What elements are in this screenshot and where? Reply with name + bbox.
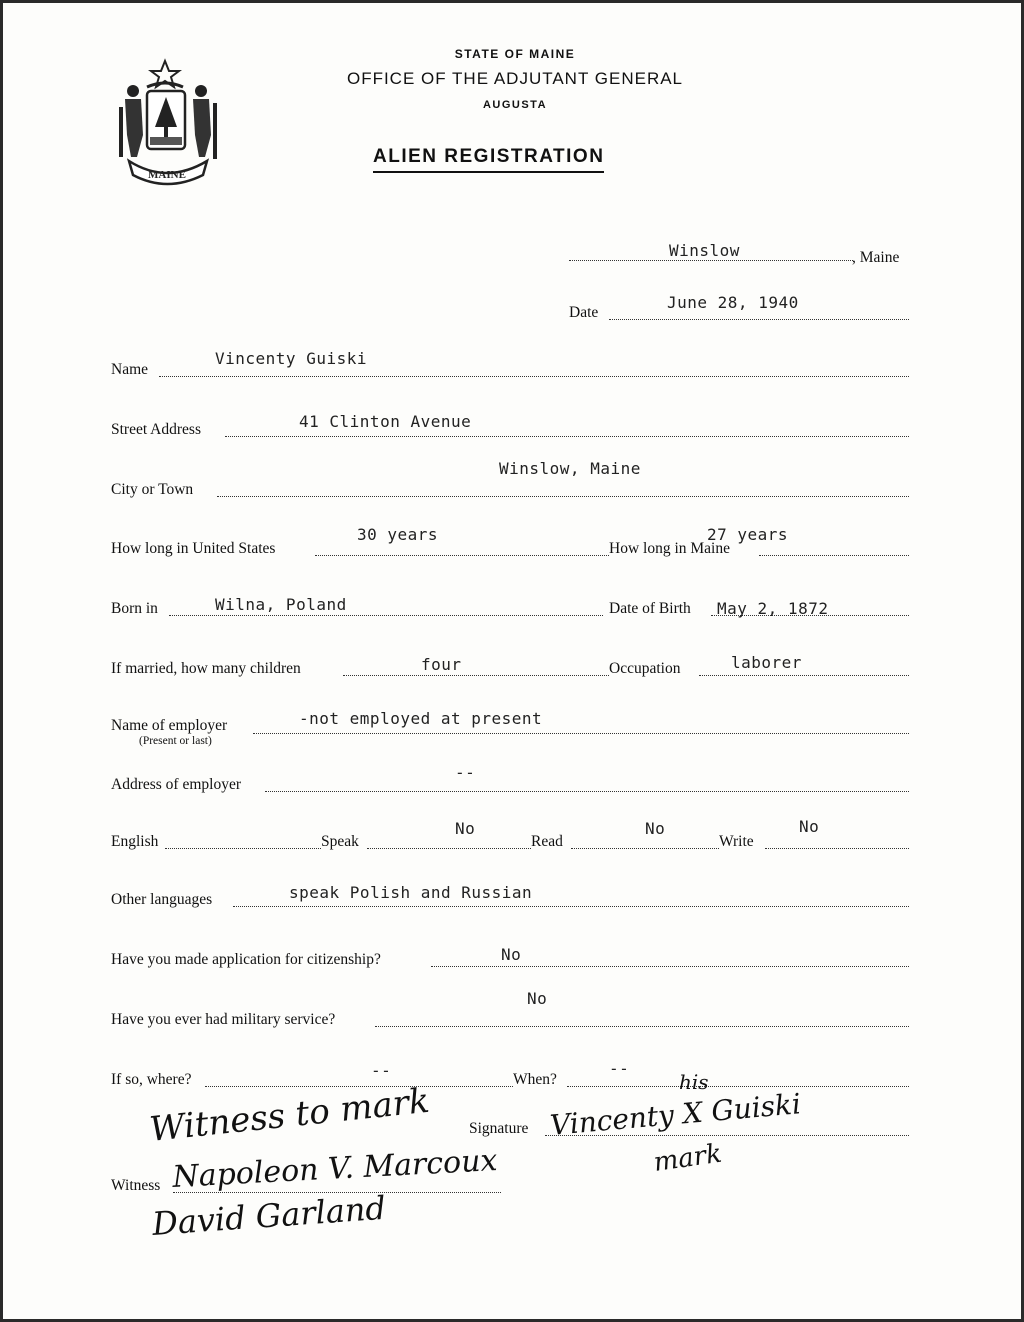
read-label: Read [531, 833, 563, 850]
signature-mark-handwriting: mark [651, 1138, 724, 1178]
speak-label: Speak [321, 833, 359, 850]
date-value[interactable]: June 28, 1940 [667, 293, 799, 312]
street-line [225, 436, 909, 437]
speak-value[interactable]: No [455, 819, 476, 838]
citizenship-line [431, 966, 909, 967]
write-value[interactable]: No [799, 817, 820, 836]
us-years-line [315, 555, 609, 556]
military-value[interactable]: No [527, 989, 548, 1008]
read-value[interactable]: No [645, 819, 666, 838]
maine-years-label: How long in Maine [609, 540, 730, 557]
children-value[interactable]: four [421, 655, 462, 674]
military-line [375, 1026, 909, 1027]
city-line [217, 496, 909, 497]
svg-text:MAINE: MAINE [148, 169, 186, 181]
handwritten-signatures [3, 1063, 1021, 1263]
occupation-label: Occupation [609, 660, 681, 677]
maine-years-value[interactable]: 27 years [707, 525, 789, 544]
dob-label: Date of Birth [609, 600, 691, 617]
dob-value[interactable]: May 2, 1872 [717, 599, 829, 618]
header-state: STATE OF MAINE [454, 47, 576, 61]
us-years-value[interactable]: 30 years [357, 525, 439, 544]
witness-label: Witness [111, 1177, 161, 1194]
employer-sublabel: (Present or last) [139, 735, 212, 747]
name-value[interactable]: Vincenty Guiski [215, 349, 367, 368]
place-suffix: , Maine [852, 249, 900, 266]
signature-label: Signature [469, 1120, 529, 1137]
when-label: When? [513, 1071, 557, 1088]
header-city: AUGUSTA [482, 99, 548, 111]
citizenship-value[interactable]: No [501, 945, 522, 964]
employer-address-value[interactable]: -- [455, 763, 476, 782]
us-years-label: How long in United States [111, 540, 276, 557]
occupation-value[interactable]: laborer [731, 653, 802, 672]
form-title: ALIEN REGISTRATION [373, 146, 604, 173]
place-town[interactable]: Winslow [669, 241, 740, 260]
city-label: City or Town [111, 481, 194, 498]
maine-years-line [759, 555, 909, 556]
write-label: Write [719, 833, 754, 850]
signature-handwriting: Vincenty X Guiski [548, 1087, 803, 1142]
name-line [159, 376, 909, 377]
born-label: Born in [111, 600, 158, 617]
employer-address-label: Address of employer [111, 776, 241, 793]
when-value[interactable]: -- [609, 1059, 630, 1078]
street-label: Street Address [111, 421, 201, 438]
write-line [765, 848, 909, 849]
children-label: If married, how many children [111, 660, 301, 677]
english-label: English [111, 833, 159, 850]
signature-his-handwriting: his [679, 1070, 709, 1094]
city-value[interactable]: Winslow, Maine [499, 459, 641, 478]
date-line [609, 319, 909, 320]
english-line [165, 848, 321, 849]
children-line [343, 675, 609, 676]
employer-address-line [265, 791, 909, 792]
name-label: Name [111, 361, 149, 378]
born-line [169, 615, 603, 616]
place-line [569, 260, 853, 261]
citizenship-label: Have you made application for citizenship? [111, 951, 381, 968]
other-languages-line [233, 906, 909, 907]
read-line [571, 848, 719, 849]
military-label: Have you ever had military service? [111, 1011, 336, 1028]
other-languages-label: Other languages [111, 891, 213, 908]
born-value[interactable]: Wilna, Poland [215, 595, 347, 614]
witness-name-1-handwriting: Napoleon V. Marcoux [171, 1143, 499, 1195]
witness-name-2-handwriting: David Garland [150, 1188, 388, 1243]
employer-line [253, 733, 909, 734]
where-label: If so, where? [111, 1071, 192, 1088]
witness-to-mark-handwriting: Witness to mark [147, 1080, 432, 1150]
other-languages-value[interactable]: speak Polish and Russian [289, 883, 533, 902]
speak-line [367, 848, 531, 849]
date-label: Date [569, 304, 599, 321]
employer-value[interactable]: -not employed at present [299, 709, 543, 728]
employer-label: Name of employer [111, 717, 228, 734]
registration-form [3, 3, 1021, 1319]
header-office: OFFICE OF THE ADJUTANT GENERAL [346, 69, 684, 88]
occupation-line [699, 675, 909, 676]
street-value[interactable]: 41 Clinton Avenue [299, 412, 472, 431]
where-value[interactable]: -- [371, 1061, 392, 1080]
